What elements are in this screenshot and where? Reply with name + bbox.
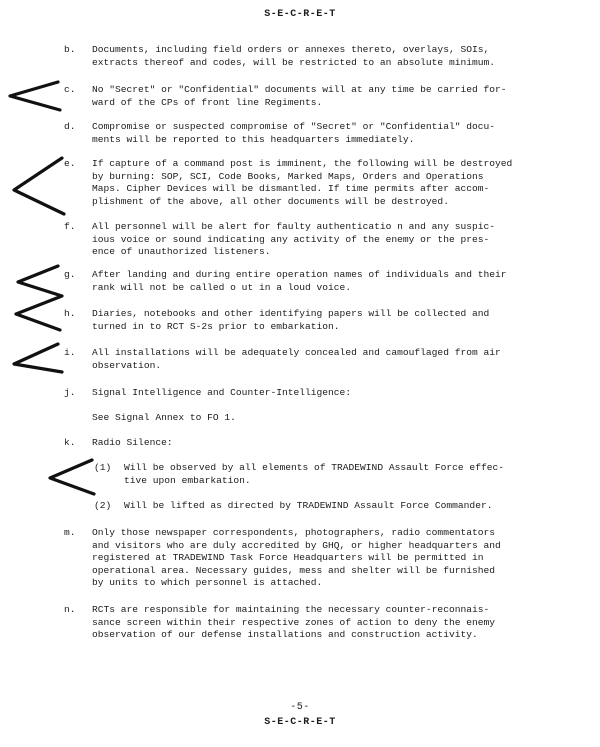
footer-classification: S-E-C-R-E-T <box>264 717 336 728</box>
paragraph-letter: g. <box>64 269 76 280</box>
paragraph-letter: e. <box>64 158 76 169</box>
paragraph-letter: n. <box>64 604 76 615</box>
paragraph-letter: c. <box>64 84 76 95</box>
paragraph-text: Signal Intelligence and Counter-Intelligence: <box>92 387 352 398</box>
item-text: Will be observed by all elements of TRADEWIND Assault Force effec- tive upon embarkation. <box>124 462 504 486</box>
paragraph-text: All installations will be adequately concealed and camouflaged from air observation. <box>92 347 501 371</box>
paragraph-letter: k. <box>64 437 76 448</box>
check-mark-c <box>10 82 60 110</box>
item-number: (1) <box>94 462 112 473</box>
paragraph-text: Only those newspaper correspondents, photographers, radio commentators and visitors who are duly accredited by GHQ, or higher headquarters and registered at TRADEWIND Task Force Headquarters will be permitted in operational area. Necessary guides, mess and shelter will be furnished by units to which personnel is attached. <box>92 527 501 589</box>
paragraph-letter: i. <box>64 347 76 358</box>
item-text: Will be lifted as directed by TRADEWIND Assault Force Commander. <box>124 500 493 511</box>
header-classification: S-E-C-R-E-T <box>264 9 336 20</box>
paragraph-letter: b. <box>64 44 76 55</box>
item-number: (2) <box>94 500 112 511</box>
paragraph-text: If capture of a command post is imminent, the following will be destroyed by burning: SOP, SCI, Code Books, Marked Maps, Orders and Operations Maps. Cipher Devices will be dismantled. If time permits after accom- plishment of the above, all other documents will be destroyed. <box>92 158 513 207</box>
page-number: -5- <box>290 702 310 713</box>
paragraph-text: All personnel will be alert for faulty authenticatio n and any suspic- ious voice or sound indicating any activity of the enemy or the pres- ence of unauthorized listeners. <box>92 221 496 258</box>
paragraph-letter: j. <box>64 387 76 398</box>
paragraph-letter: d. <box>64 121 76 132</box>
check-mark-e <box>14 158 64 214</box>
paragraph-letter: h. <box>64 308 76 319</box>
paragraph-text: Diaries, notebooks and other identifying papers will be collected and turned in to RCT S-2s prior to embarkation. <box>92 308 490 332</box>
paragraph-text: No "Secret" or "Confidential" documents will at any time be carried for- ward of the CPs of front line Regiments. <box>92 84 507 108</box>
paragraph-letter: f. <box>64 221 76 232</box>
check-mark-g-h <box>16 266 62 330</box>
paragraph-text: Radio Silence: <box>92 437 173 448</box>
check-mark-radio <box>50 460 94 494</box>
paragraph-letter: m. <box>64 527 76 538</box>
paragraph-text: RCTs are responsible for maintaining the necessary counter-reconnais- sance screen within their respective zones of action to deny the enemy observation of our defense installations and construction activity. <box>92 604 496 641</box>
paragraph-text: After landing and during entire operation names of individuals and their rank will not be called o ut in a loud voice. <box>92 269 507 293</box>
paragraph-text: Documents, including field orders or annexes thereto, overlays, SOIs, extracts thereof and codes, will be restricted to an absolute minimum. <box>92 44 496 68</box>
paragraph-text: See Signal Annex to FO 1. <box>92 412 236 423</box>
check-mark-i <box>14 344 62 372</box>
paragraph-text: Compromise or suspected compromise of "Secret" or "Confidential" docu- ments will be reported to this headquarters immediately. <box>92 121 496 145</box>
